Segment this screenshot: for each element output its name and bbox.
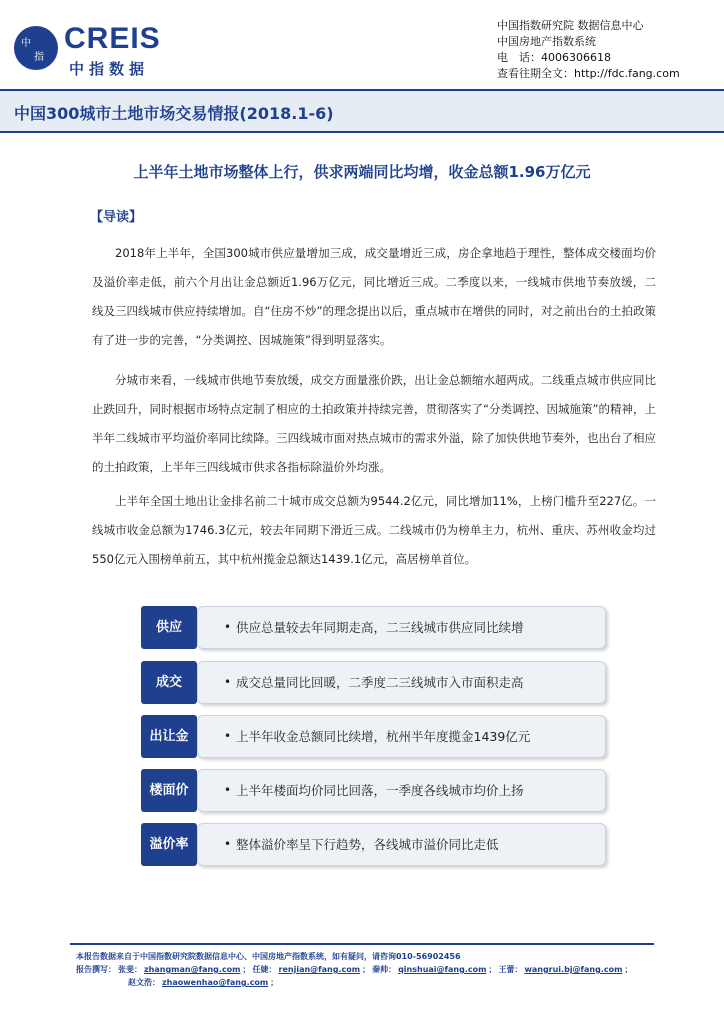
summary-row-transaction [141, 661, 606, 704]
summary-label: 出让金 [141, 715, 197, 758]
bullet-icon: • [224, 729, 232, 743]
author-name: 赵文浩： [128, 978, 160, 987]
author-email-link[interactable]: qinshuai@fang.com [398, 965, 487, 974]
logo-brand: CREIS [64, 22, 161, 55]
bullet-icon: • [224, 783, 232, 797]
bullet-icon: • [224, 620, 232, 634]
logo-emblem-char-2: 指 [34, 52, 44, 63]
summary-row-floor-price [141, 769, 606, 812]
creis-logo [14, 18, 184, 78]
author-email-link[interactable]: zhaowenhao@fang.com [162, 978, 269, 987]
author-name: 任婕： [252, 965, 277, 974]
summary-box [197, 606, 606, 649]
footer-authors-cont [76, 976, 634, 989]
footer [76, 950, 634, 989]
summary-box [197, 769, 606, 812]
summary-text: 上半年楼面均价同比回落，一季度各线城市均价上扬 [236, 783, 524, 798]
summary-label: 楼面价 [141, 769, 197, 812]
headline: 上半年土地市场整体上行，供求两端同比均增，收金总额1.96万亿元 [133, 163, 591, 181]
guide-label: 【导读】 [90, 210, 143, 225]
report-title-bar [0, 89, 724, 133]
summary-text: 供应总量较去年同期走高，二三线城市供应同比续增 [236, 620, 524, 635]
bullet-icon: • [224, 675, 232, 689]
contact-website[interactable]: 查看往期全文：http://fdc.fang.com [497, 67, 680, 80]
summary-box [197, 661, 606, 704]
separator: ； [624, 965, 633, 974]
logo-emblem [14, 26, 58, 70]
intro-paragraph-2: 分城市来看，一线城市供地节奏放缓，成交方面量涨价跌，出让金总额缩水超两成。二线重点城市供应同比止跌回升，同时根据市场特点定制了相应的土拍政策并持续完善，贯彻落实了“分类调控、因城施策”的精神，上半年二线城市平均溢价率同比续降。三四线城市面对热点城市的需求外溢，除了加快供地节奏外，也出台了相应的土拍政策，上半年三四线城市供求各指标除溢价外均涨。 [92, 373, 656, 474]
contact-org: 中国指数研究院 数据信息中心 [497, 19, 644, 32]
logo-subtitle: 中指数据 [69, 60, 150, 78]
separator: ； [242, 965, 251, 974]
summary-box [197, 715, 606, 758]
bullet-icon: • [224, 837, 232, 851]
author-name: 秦帅： [372, 965, 397, 974]
summary-label: 成交 [141, 661, 197, 704]
author-email-link[interactable]: zhangman@fang.com [144, 965, 241, 974]
contact-phone: 电 话：4006306618 [497, 51, 611, 64]
summary-row-supply [141, 606, 606, 649]
footer-divider [70, 943, 654, 945]
summary-text: 整体溢价率呈下行趋势，各线城市溢价同比走低 [236, 837, 499, 852]
separator: ； [488, 965, 497, 974]
summary-label: 供应 [141, 606, 197, 649]
summary-label: 溢价率 [141, 823, 197, 866]
authors-label: 报告撰写： [76, 965, 116, 974]
author-name: 张斐： [118, 965, 142, 974]
summary-box [197, 823, 606, 866]
summary-text: 成交总量同比回暖，二季度二三线城市入市面积走高 [236, 675, 524, 690]
logo-emblem-char-1: 中 [21, 38, 31, 49]
contact-info [497, 18, 680, 82]
summary-text: 上半年收金总额同比续增，杭州半年度揽金1439亿元 [236, 729, 531, 744]
intro-paragraph-3: 上半年全国土地出让金排名前二十城市成交总额为9544.2亿元，同比增加11%，上榜门槛升至227亿。一线城市收金总额为1746.3亿元，较去年同期下滑近三成。二线城市仍为榜单主力，杭州、重庆、苏州收金均过550亿元入围榜单前五，其中杭州揽金总额达1439.1亿元，高居榜单首位。 [92, 494, 656, 566]
separator: ； [362, 965, 371, 974]
summary-row-transfer-fee [141, 715, 606, 758]
author-name: 王蕾： [498, 965, 523, 974]
summary-row-premium-rate [141, 823, 606, 866]
separator: ； [270, 978, 279, 987]
contact-system: 中国房地产指数系统 [497, 35, 596, 48]
report-title: 中国300城市土地市场交易情报(2018.1-6) [14, 104, 334, 123]
footer-source: 本报告数据来自于中国指数研究院数据信息中心、中国房地产指数系统，如有疑问，请咨询010-56902456 [76, 952, 461, 961]
author-email-link[interactable]: wangrui.bj@fang.com [524, 965, 623, 974]
author-email-link[interactable]: renjian@fang.com [278, 965, 361, 974]
footer-authors [76, 963, 634, 976]
intro-paragraph-1: 2018年上半年，全国300城市供应量增加三成，成交量增近三成，房企拿地趋于理性，整体成交楼面均价及溢价率走低，前六个月出让金总额近1.96万亿元，同比增近三成。二季度以来，一线城市供地节奏放缓，二线及三四线城市供应持续增加。自“住房不炒”的理念提出以后，重点城市在增供的同时，对之前出台的土拍政策有了进一步的完善，“分类调控、因城施策”得到明显落实。 [92, 246, 656, 347]
